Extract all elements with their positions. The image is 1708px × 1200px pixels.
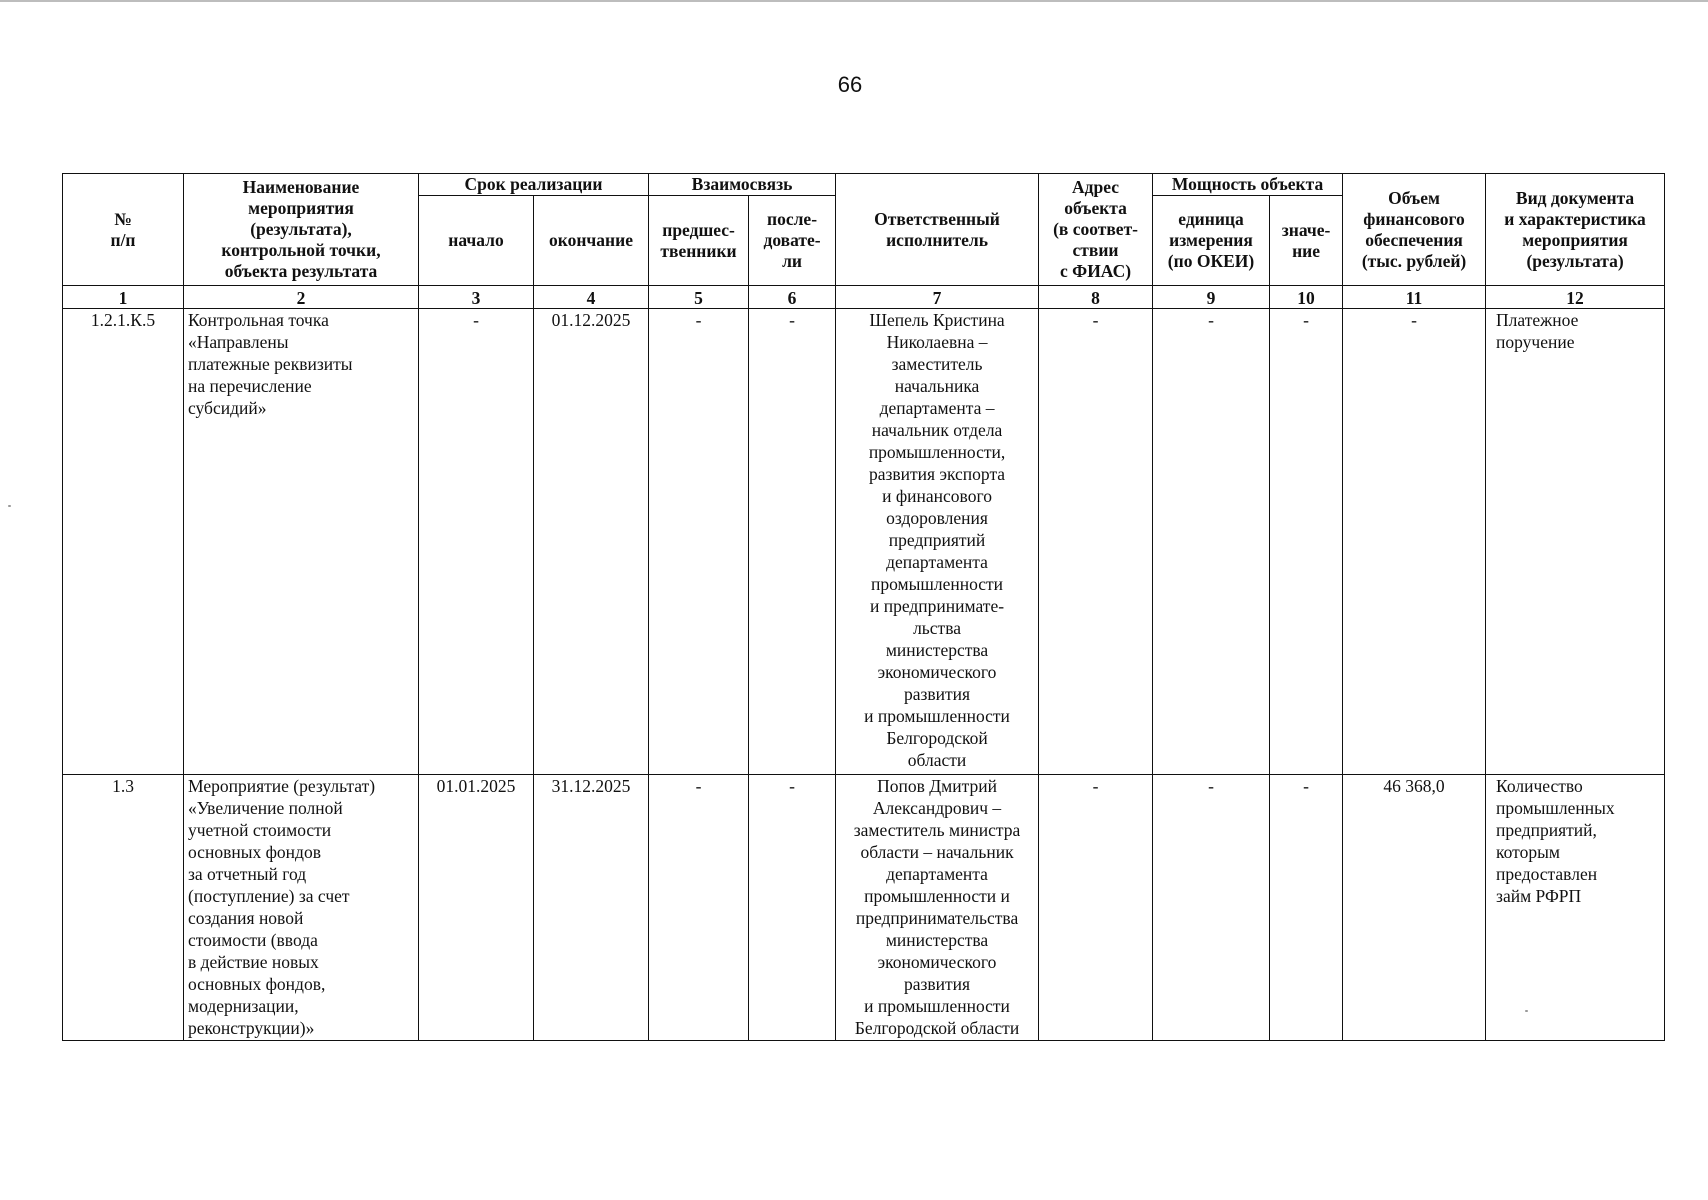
header-start: начало <box>419 196 534 286</box>
row-address: - <box>1039 309 1153 775</box>
table-row <box>63 775 1665 1041</box>
column-number: 6 <box>749 286 836 309</box>
column-number: 4 <box>534 286 649 309</box>
column-number: 11 <box>1343 286 1486 309</box>
column-number: 5 <box>649 286 749 309</box>
header-num: № п/п <box>63 174 184 286</box>
header-responsible: Ответственный исполнитель <box>836 174 1039 286</box>
table-header <box>63 174 1665 309</box>
row-start: - <box>419 309 534 775</box>
column-number: 3 <box>419 286 534 309</box>
header-predecessors: предшес- твенники <box>649 196 749 286</box>
column-number: 2 <box>184 286 419 309</box>
row-name: Мероприятие (результат) «Увеличение полной учетной стоимости основных фондов за отчетный год (поступление) за счет создания новой стоимости (ввода в действие новых основных фондов, модернизации, реконструкции)» <box>184 775 419 1041</box>
row-value: - <box>1270 775 1343 1041</box>
scan-edge-line <box>0 0 1708 2</box>
row-name: Контрольная точка «Направлены платежные реквизиты на перечисление субсидий» <box>184 309 419 775</box>
row-predecessors: - <box>649 309 749 775</box>
header-power-group: Мощность объекта <box>1153 174 1343 196</box>
column-number: 7 <box>836 286 1039 309</box>
row-unit: - <box>1153 309 1270 775</box>
row-responsible: Шепель Кристина Николаевна – заместитель начальника департамента – начальник отдела промышленности, развития экспорта и финансового оздоровления предприятий департамента промышленности и предпринимате- льства министерства экономического развития и промышленности Белгородской области <box>836 309 1039 775</box>
row-responsible: Попов Дмитрий Александрович – заместитель министра области – начальник департамента промышленности и предпринимательства министерства экономического развития и промышленности Белгородской области <box>836 775 1039 1041</box>
header-unit: единица измерения (по ОКЕИ) <box>1153 196 1270 286</box>
column-number: 10 <box>1270 286 1343 309</box>
header-value: значе- ние <box>1270 196 1343 286</box>
row-start: 01.01.2025 <box>419 775 534 1041</box>
header-term-group: Срок реализации <box>419 174 649 196</box>
header-row-1 <box>63 174 1665 196</box>
row-doc: Количество промышленных предприятий, которым предоставлен займ РФРП <box>1486 775 1665 1041</box>
row-finance: - <box>1343 309 1486 775</box>
header-end: окончание <box>534 196 649 286</box>
row-predecessors: - <box>649 775 749 1041</box>
plan-table <box>62 173 1665 1041</box>
row-end: 31.12.2025 <box>534 775 649 1041</box>
row-end: 01.12.2025 <box>534 309 649 775</box>
row-doc: Платежное поручение <box>1486 309 1665 775</box>
header-successors: после- довате- ли <box>749 196 836 286</box>
row-successors: - <box>749 775 836 1041</box>
header-address: Адрес объекта (в соответ- ствии с ФИАС) <box>1039 174 1153 286</box>
scan-speck <box>8 505 11 507</box>
row-value: - <box>1270 309 1343 775</box>
scan-speck <box>1525 1010 1528 1012</box>
page-number: 66 <box>837 72 863 97</box>
column-number: 1 <box>63 286 184 309</box>
row-num: 1.2.1.К.5 <box>63 309 184 775</box>
row-address: - <box>1039 775 1153 1041</box>
header-doc: Вид документа и характеристика мероприятия (результата) <box>1486 174 1665 286</box>
column-number: 8 <box>1039 286 1153 309</box>
row-successors: - <box>749 309 836 775</box>
column-number: 12 <box>1486 286 1665 309</box>
table-body <box>63 309 1665 1041</box>
column-number-row <box>63 286 1665 309</box>
row-num: 1.3 <box>63 775 184 1041</box>
table-row <box>63 309 1665 775</box>
header-link-group: Взаимосвязь <box>649 174 836 196</box>
row-finance: 46 368,0 <box>1343 775 1486 1041</box>
header-name: Наименование мероприятия (результата), контрольной точки, объекта результата <box>184 174 419 286</box>
header-finance: Объем финансового обеспечения (тыс. рублей) <box>1343 174 1486 286</box>
row-unit: - <box>1153 775 1270 1041</box>
column-number: 9 <box>1153 286 1270 309</box>
